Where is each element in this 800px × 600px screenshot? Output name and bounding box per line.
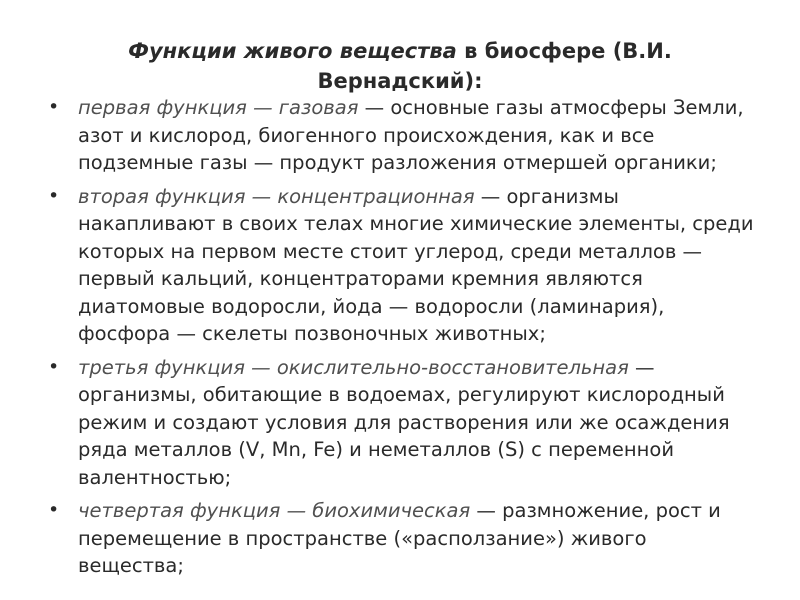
bullet-icon: • [48,184,60,207]
slide-title [60,36,740,96]
function-description: — размножение, рост и перемещение в пространстве («расползание») живого вещества; [78,499,721,577]
list-item-biochemical [48,497,758,580]
bullet-icon: • [48,355,60,378]
bullet-icon: • [48,96,60,118]
function-name: вторая функция — концентрационная [78,184,475,208]
function-name: первая функция — газовая [78,96,359,119]
slide-title-italic: Функции живого вещества [128,39,457,63]
function-name: третья функция — окислительно-восстановительная [78,355,629,379]
function-description: — организмы накапливают в своих телах многие химические элементы, среди которых на первом месте стоит углерод, среди металлов — первый кальций, концентраторами кремния являются диатомовые водоросли, йода — водоросли (ламинария), фосфора — скелеты позвоночных животных; [78,184,754,345]
function-description: — организмы, обитающие в водоемах, регулируют кислородный режим и создают условия для растворения или же осаждения ряда металлов (V, Mn, Fe) и неметаллов (S) с переменной валентностью; [78,355,730,489]
list-item-redox [48,354,758,492]
bullet-icon: • [48,499,60,521]
list-item-concentration [48,183,758,348]
slide-title-rest: в биосфере (В.И. Вернадский): [317,39,672,93]
functions-list [48,94,758,586]
function-name: четвертая функция — биохимическая [78,499,471,522]
list-item-gas [48,94,758,177]
function-description: — основные газы атмосферы Земли, азот и кислород, биогенного происхождения, как и все подземные газы — продукт разложения отмершей органики; [78,96,744,174]
